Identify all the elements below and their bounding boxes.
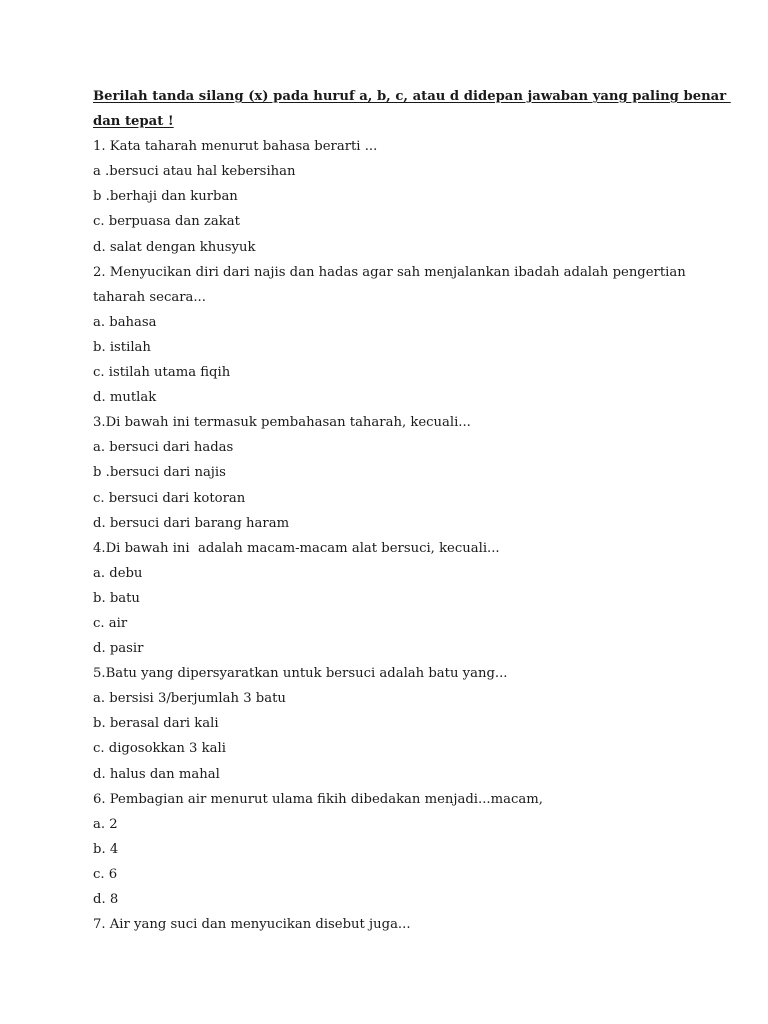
question-1-option-d: d. salat dengan khusyuk	[93, 239, 256, 255]
question-4: 4.Di bawah ini adalah macam-macam alat bersuci, kecuali...	[93, 540, 500, 556]
question-3-option-a: a. bersuci dari hadas	[93, 440, 234, 456]
question-4-option-d: d. pasir	[93, 641, 144, 657]
question-3: 3.Di bawah ini termasuk pembahasan taharah, kecuali...	[93, 415, 471, 431]
question-6-option-d: d. 8	[93, 892, 119, 907]
question-6-option-a: a. 2	[93, 816, 118, 832]
question-5-option-c: c. digosokkan 3 kali	[93, 741, 226, 757]
question-2-continuation: taharah secara...	[93, 289, 206, 305]
question-3-option-c: c. bersuci dari kotoran	[93, 490, 246, 506]
question-1-option-b: b .berhaji dan kurban	[93, 189, 238, 205]
question-3-option-d: d. bersuci dari barang haram	[93, 515, 290, 531]
question-6: 6. Pembagian air menurut ulama fikih dibedakan menjadi...macam,	[93, 791, 543, 807]
question-5-option-d: d. halus dan mahal	[93, 766, 220, 782]
question-6-option-c: c. 6	[93, 866, 118, 882]
question-1-option-a: a .bersuci atau hal kebersihan	[93, 164, 296, 180]
question-4-option-a: a. debu	[93, 565, 143, 581]
question-5: 5.Batu yang dipersyaratkan untuk bersuci adalah batu yang...	[93, 666, 508, 682]
instruction-line-2: dan tepat !	[93, 114, 174, 130]
question-5-option-a: a. bersisi 3/berjumlah 3 batu	[93, 691, 286, 707]
document-page	[93, 84, 731, 937]
question-1-option-c: c. berpuasa dan zakat	[93, 214, 240, 230]
question-4-option-b: b. batu	[93, 590, 140, 606]
question-2-option-a: a. bahasa	[93, 314, 157, 330]
instruction-line-1: Berilah tanda silang (x) pada huruf a, b, c, atau d didepan jawaban yang paling benar	[93, 89, 731, 104]
question-4-option-c: c. air	[93, 615, 128, 631]
question-5-option-b: b. berasal dari kali	[93, 716, 219, 732]
question-1: 1. Kata taharah menurut bahasa berarti ...	[93, 139, 378, 155]
question-3-option-b: b .bersuci dari najis	[93, 465, 226, 481]
question-2-option-c: c. istilah utama fiqih	[93, 365, 231, 381]
question-2: 2. Menyucikan diri dari najis dan hadas agar sah menjalankan ibadah adalah pengertian	[93, 264, 686, 280]
question-2-option-b: b. istilah	[93, 339, 151, 355]
question-2-option-d: d. mutlak	[93, 390, 157, 406]
question-6-option-b: b. 4	[93, 841, 119, 857]
question-7: 7. Air yang suci dan menyucikan disebut juga...	[93, 917, 411, 933]
